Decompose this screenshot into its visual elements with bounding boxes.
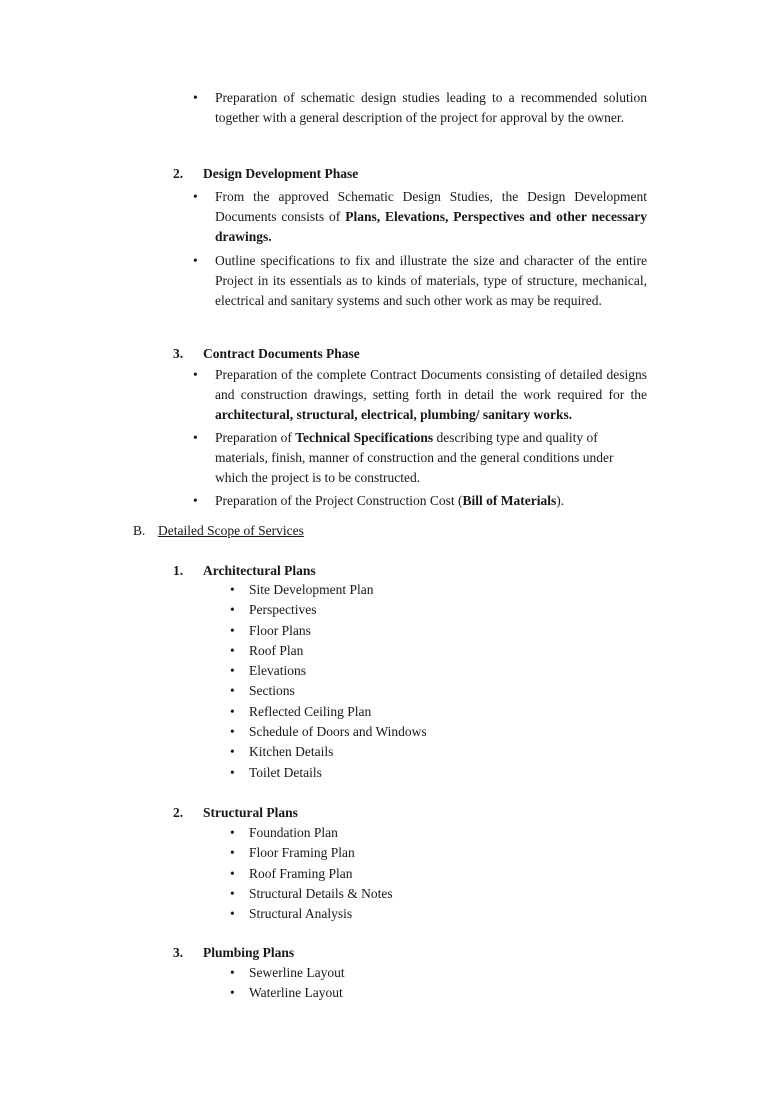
bullet-icon: •: [230, 703, 235, 719]
list-item: [230, 884, 630, 904]
list-item-label: Structural Details & Notes: [249, 885, 393, 901]
list-item: [230, 722, 630, 742]
detailed-scope-heading: [133, 521, 647, 541]
list-item-label: Floor Plans: [249, 622, 311, 638]
group-title: Architectural Plans: [203, 563, 316, 578]
list-item-label: Roof Plan: [249, 642, 304, 658]
list-item-label: Toilet Details: [249, 764, 322, 780]
bullet-icon: •: [230, 642, 235, 658]
structural-plans-list: [230, 823, 630, 924]
group-heading: [173, 803, 647, 823]
list-item: [190, 88, 647, 128]
section-letter: B.: [133, 523, 146, 538]
bullet-icon: •: [230, 965, 235, 980]
section-design-development-phase: [173, 164, 647, 184]
section-title: Detailed Scope of Services: [158, 523, 304, 538]
section-heading: [133, 521, 647, 541]
plumbing-plans-list: [230, 963, 630, 1004]
list-item-text: From the approved Schematic Design Studies, the Design Development Documents consists of Plans, Elevations, Perspectives and other necessary drawings.: [215, 189, 647, 244]
list-item-label: Perspectives: [249, 602, 317, 618]
bullet-icon: •: [230, 885, 235, 901]
list-item: [230, 641, 630, 661]
list-item: [230, 621, 630, 641]
group-number: 3.: [173, 945, 184, 960]
section-title: Contract Documents Phase: [203, 346, 360, 361]
list-item-text: Preparation of schematic design studies leading to a recommended solution together with a general description of the project for approval by the owner.: [215, 90, 647, 125]
bullet-icon: •: [230, 663, 235, 679]
bullet-icon: •: [230, 683, 235, 699]
section-title: Design Development Phase: [203, 166, 359, 181]
list-item: [190, 187, 647, 247]
bullet-icon: •: [230, 622, 235, 638]
bullet-icon: •: [230, 602, 235, 618]
list-item-label: Site Development Plan: [249, 582, 374, 597]
group-number: 2.: [173, 805, 184, 820]
list-item: [230, 600, 630, 620]
schematic-phase-bullet-list: [190, 88, 647, 128]
list-item: [230, 823, 630, 843]
bullet-icon: •: [230, 582, 235, 597]
bullet-icon: •: [230, 825, 235, 840]
list-item-label: Roof Framing Plan: [249, 865, 353, 881]
group-title: Plumbing Plans: [203, 945, 295, 960]
bullet-icon: •: [230, 865, 235, 881]
bullet-icon: •: [230, 985, 235, 1001]
bullet-icon: •: [193, 90, 198, 105]
section-number: 3.: [173, 346, 184, 361]
list-item: [230, 963, 630, 983]
list-item-text: Preparation of the complete Contract Documents consisting of detailed designs and construction drawings, setting forth in detail the work required for the architectural, structural, electrical, plumbing/ sanitary works.: [215, 367, 647, 422]
group-architectural-plans-heading: [173, 561, 647, 581]
bullet-icon: •: [230, 906, 235, 922]
list-item: [230, 681, 630, 701]
group-title: Structural Plans: [203, 805, 298, 820]
list-item-text: Preparation of the Project Construction Cost (Bill of Materials).: [215, 493, 565, 508]
bullet-icon: •: [193, 253, 198, 268]
group-structural-plans-heading: [173, 803, 647, 823]
bullet-icon: •: [193, 189, 198, 204]
list-item: [230, 843, 630, 863]
list-item: [230, 864, 630, 884]
section-heading: [173, 164, 647, 184]
bullet-icon: •: [230, 845, 235, 861]
list-item-label: Structural Analysis: [249, 906, 353, 922]
list-item-label: Reflected Ceiling Plan: [249, 703, 372, 719]
list-item-label: Foundation Plan: [249, 825, 338, 840]
list-item-label: Schedule of Doors and Windows: [249, 724, 427, 740]
bullet-icon: •: [193, 430, 198, 445]
list-item: [230, 580, 630, 600]
bullet-icon: •: [193, 367, 198, 382]
section-number: 2.: [173, 166, 184, 181]
list-item-label: Elevations: [249, 663, 306, 679]
contract-documents-bullet-list: [190, 365, 647, 511]
list-item: [190, 251, 647, 311]
list-item-label: Sewerline Layout: [249, 965, 345, 980]
design-development-bullet-list: [190, 187, 647, 311]
list-item-label: Sections: [249, 683, 295, 699]
list-item-text: Outline specifications to fix and illustrate the size and character of the entire Project in its essentials as to kinds of materials, type of structure, mechanical, electrical and sanitary systems and such other work as may be required.: [215, 253, 647, 308]
list-item-label: Kitchen Details: [249, 744, 334, 760]
list-item-label: Waterline Layout: [249, 985, 343, 1001]
list-item: [230, 983, 630, 1003]
group-heading: [173, 561, 647, 581]
group-number: 1.: [173, 563, 184, 578]
group-plumbing-plans-heading: [173, 943, 647, 963]
group-heading: [173, 943, 647, 963]
list-item-text: Preparation of Technical Specifications describing type and quality of materials, finish, manner of construction and the general conditions under which the project is to be constructed.: [215, 430, 614, 485]
list-item: [230, 904, 630, 924]
section-heading: [173, 344, 647, 364]
list-item: [190, 428, 647, 488]
bullet-icon: •: [230, 764, 235, 780]
list-item-label: Floor Framing Plan: [249, 845, 355, 861]
list-item: [230, 661, 630, 681]
bullet-icon: •: [193, 493, 198, 508]
list-item: [230, 742, 630, 762]
architectural-plans-list: [230, 580, 630, 783]
list-item: [230, 702, 630, 722]
bullet-icon: •: [230, 744, 235, 760]
section-contract-documents-phase: [173, 344, 647, 364]
bullet-icon: •: [230, 724, 235, 740]
list-item: [190, 365, 647, 425]
list-item: [230, 763, 630, 783]
list-item: [190, 491, 647, 511]
